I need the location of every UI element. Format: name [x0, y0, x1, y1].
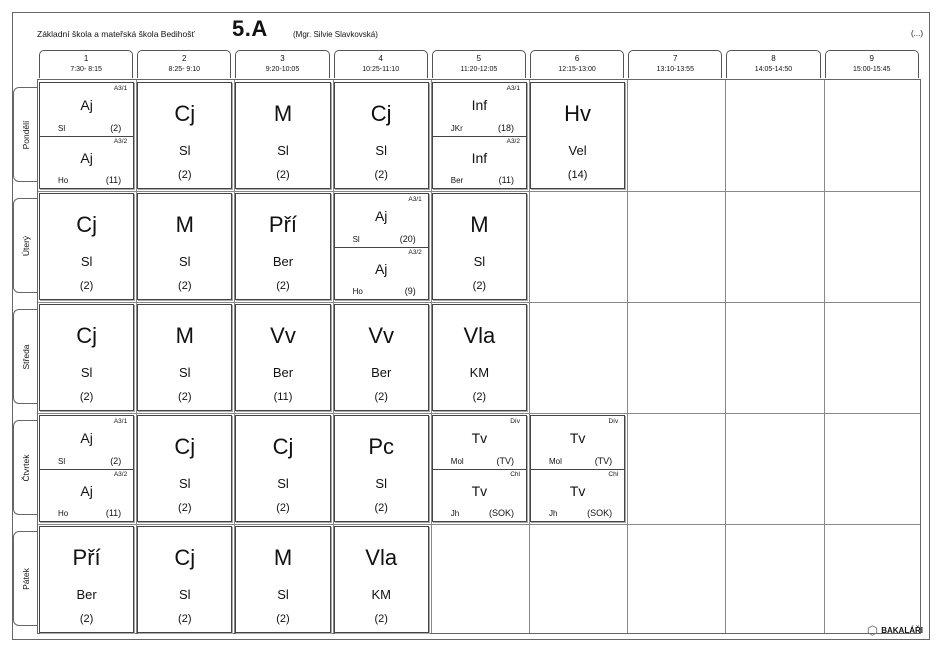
day-name: Úterý [20, 235, 31, 256]
teacher: KM [371, 587, 391, 602]
room: (2) [178, 391, 192, 403]
subject: Cj [174, 545, 196, 570]
grid-column-divider [725, 80, 726, 633]
group-label: A3/2 [113, 470, 128, 478]
lesson-group [531, 416, 624, 470]
group-label: Chl [608, 470, 619, 478]
teacher: Sl [179, 254, 191, 269]
group-label: A3/2 [113, 137, 128, 145]
lesson-group [433, 416, 526, 470]
period-header-5 [432, 50, 526, 78]
teacher: Sl [375, 476, 387, 491]
teacher: Ber [371, 365, 392, 380]
room: (9) [404, 286, 416, 296]
lesson-cell[interactable] [334, 193, 429, 300]
grid-row-divider [38, 413, 920, 414]
teacher: Sl [179, 476, 191, 491]
period-time: 12:15-13:00 [558, 66, 596, 73]
lesson-cell[interactable] [334, 526, 429, 633]
lesson-group [433, 136, 526, 189]
subject: Cj [174, 434, 196, 459]
room: (2) [276, 613, 290, 625]
subject: Cj [370, 101, 392, 126]
period-number: 9 [869, 54, 874, 63]
class-teacher: (Mgr. Silvie Slavkovská) [293, 30, 378, 39]
subject: Cj [76, 212, 97, 237]
day-name: Pátek [20, 567, 31, 590]
teacher: Ber [272, 365, 294, 380]
subject: Inf [471, 149, 488, 166]
lesson-cell[interactable] [39, 415, 134, 522]
subject: Pří [268, 212, 298, 237]
subject: Aj [374, 260, 388, 277]
lesson-group [335, 194, 428, 248]
day-name: Čtvrtek [20, 454, 31, 481]
teacher: Sl [179, 143, 191, 158]
day-name: Středa [20, 343, 31, 370]
period-header-8 [726, 50, 820, 78]
lesson-cell[interactable] [39, 82, 134, 189]
lesson-group [531, 469, 624, 522]
school-name: Základní škola a mateřská škola Bedihošť [37, 29, 195, 39]
teacher: JKr [450, 123, 463, 133]
grid-column-divider [824, 80, 825, 633]
period-header-4 [334, 50, 428, 78]
lesson-cell[interactable] [235, 415, 330, 522]
group-label: A3/2 [408, 248, 422, 256]
room: (SOK) [587, 508, 613, 518]
lesson-cell[interactable] [39, 193, 134, 300]
lesson-cell[interactable] [334, 304, 429, 411]
teacher: Sl [375, 143, 387, 158]
lesson-group [40, 469, 133, 522]
period-header-9 [825, 50, 919, 78]
teacher: Sl [277, 476, 289, 491]
subject: M [470, 212, 489, 237]
lesson-cell[interactable] [432, 415, 527, 522]
lesson-cell[interactable] [235, 304, 330, 411]
day-label-0 [13, 87, 37, 182]
period-time: 9:20-10:05 [265, 66, 300, 73]
room: (2) [472, 391, 487, 403]
teacher: Ber [272, 254, 294, 269]
room: (2) [178, 613, 192, 625]
subject: Aj [80, 97, 93, 113]
teacher: Vel [568, 143, 587, 158]
room: (2) [374, 391, 388, 403]
lesson-cell[interactable] [137, 82, 232, 189]
subject: Tv [471, 482, 488, 499]
teacher: Ber [76, 587, 97, 602]
lesson-group [40, 416, 133, 470]
subject: Vla [365, 545, 398, 570]
lesson-cell[interactable] [137, 193, 232, 300]
teacher: Mol [549, 456, 562, 466]
period-time: 10:25-11:10 [362, 66, 400, 73]
teacher: Sl [80, 365, 93, 380]
teacher: Mol [450, 456, 464, 466]
period-header-6 [530, 50, 624, 78]
lesson-cell[interactable] [39, 526, 134, 633]
subject: Vv [270, 323, 296, 348]
subject: Aj [80, 149, 93, 166]
room: (2) [79, 613, 94, 625]
lesson-cell[interactable] [137, 415, 232, 522]
room: (11) [105, 508, 122, 518]
lesson-group [40, 136, 133, 189]
period-time: 14:05-14:50 [754, 66, 793, 73]
subject: M [175, 212, 194, 237]
lesson-cell[interactable] [432, 193, 527, 300]
teacher: Sl [277, 587, 289, 602]
room: (2) [276, 280, 290, 292]
lesson-group [335, 247, 428, 300]
room: (2) [374, 613, 388, 625]
teacher: Ho [58, 176, 69, 185]
period-number: 2 [182, 54, 187, 63]
subject: Cj [272, 434, 294, 459]
subject: Vv [368, 323, 395, 348]
day-label-3 [13, 420, 37, 515]
subject: Aj [80, 430, 93, 446]
teacher: Sl [179, 587, 191, 602]
group-label: A3/1 [113, 418, 128, 425]
teacher: Sl [179, 365, 191, 380]
teacher: Sl [352, 234, 360, 244]
period-header-7 [628, 50, 722, 78]
bakalari-logo [867, 625, 923, 636]
room: (2) [110, 455, 122, 466]
lesson-group [433, 469, 526, 522]
day-name: Pondělí [20, 120, 31, 149]
room: (11) [105, 175, 122, 185]
teacher: Sl [58, 123, 66, 133]
subject: M [273, 101, 293, 126]
room: (TV) [496, 455, 514, 466]
room: (2) [110, 122, 122, 133]
lesson-cell[interactable] [334, 82, 429, 189]
group-label: Dív [510, 418, 520, 425]
period-number: 3 [280, 54, 285, 63]
logo-text: BAKALÁŘI [881, 626, 923, 635]
grid-row-divider [38, 191, 920, 192]
subject: M [175, 323, 194, 348]
room: (2) [178, 169, 192, 181]
lesson-cell[interactable] [235, 526, 330, 633]
grid-row-divider [38, 524, 920, 525]
room: (2) [276, 502, 290, 514]
lesson-group [40, 83, 133, 137]
day-label-2 [13, 309, 37, 404]
subject: Aj [80, 482, 93, 499]
group-label: Chl [510, 470, 520, 478]
lesson-cell[interactable] [530, 82, 625, 189]
room: (2) [178, 502, 192, 514]
period-number: 8 [771, 54, 776, 63]
day-label-4 [13, 531, 37, 626]
room: (11) [498, 175, 514, 185]
group-label: A3/1 [113, 85, 128, 92]
teacher: KM [469, 365, 490, 380]
room: (2) [472, 280, 487, 292]
lesson-cell[interactable] [530, 415, 625, 522]
lesson-cell[interactable] [334, 415, 429, 522]
teacher: Sl [473, 254, 486, 269]
class-title: 5.A [232, 16, 268, 41]
room: (2) [79, 280, 94, 292]
period-time: 13:10-13:55 [656, 66, 694, 73]
teacher: Jh [549, 509, 558, 518]
period-number: 5 [476, 54, 482, 63]
subject: Cj [76, 323, 97, 348]
teacher: Sl [58, 456, 66, 466]
teacher: Ho [58, 509, 69, 518]
teacher: Jh [450, 509, 460, 518]
teacher: Sl [80, 254, 93, 269]
subject: Tv [471, 430, 488, 446]
period-number: 4 [378, 54, 383, 63]
grid-row-divider [38, 302, 920, 303]
group-label: A3/2 [506, 137, 520, 145]
grid-column-divider [627, 80, 628, 633]
group-label: Dív [608, 418, 619, 425]
subject: Vla [463, 323, 496, 348]
room: (SOK) [488, 508, 514, 518]
subject: Cj [174, 101, 196, 126]
period-number: 7 [673, 54, 678, 63]
more-indicator: (...) [911, 29, 923, 38]
period-time: 11:20-12:05 [460, 66, 498, 73]
room: (14) [567, 169, 588, 181]
lesson-cell[interactable] [432, 304, 527, 411]
teacher: Ho [352, 287, 363, 296]
teacher: Sl [277, 143, 289, 158]
timetable-grid [37, 79, 921, 634]
teacher: Ber [450, 176, 464, 185]
hexagon-icon [867, 625, 878, 636]
lesson-group [433, 83, 526, 137]
lesson-cell[interactable] [137, 526, 232, 633]
room: (2) [276, 169, 290, 181]
subject: Aj [374, 208, 388, 224]
subject: Pří [72, 545, 101, 570]
room: (18) [497, 122, 514, 133]
room: (TV) [594, 455, 613, 466]
period-time: 15:00-15:45 [853, 66, 891, 73]
period-number: 6 [574, 54, 580, 63]
subject: Pc [368, 434, 395, 459]
room: (2) [374, 169, 388, 181]
group-label: A3/1 [408, 196, 422, 203]
lesson-cell[interactable] [39, 304, 134, 411]
group-label: A3/1 [506, 85, 520, 92]
period-number: 1 [83, 54, 89, 63]
subject: M [273, 545, 293, 570]
lesson-cell[interactable] [235, 193, 330, 300]
subject: Tv [569, 482, 586, 499]
room: (20) [399, 233, 416, 244]
lesson-cell[interactable] [137, 304, 232, 411]
lesson-cell[interactable] [432, 82, 527, 189]
day-label-1 [13, 198, 37, 293]
room: (2) [79, 391, 94, 403]
period-time: 7:30- 8:15 [70, 66, 102, 73]
lesson-cell[interactable] [235, 82, 330, 189]
subject: Hv [564, 101, 592, 126]
period-header-2 [137, 50, 231, 78]
subject: Inf [471, 97, 488, 113]
period-header-3 [235, 50, 329, 78]
period-header-1 [39, 50, 133, 78]
room: (2) [374, 502, 388, 514]
subject: Tv [569, 430, 586, 446]
period-time: 8:25- 9:10 [168, 66, 201, 73]
room: (11) [273, 391, 293, 403]
room: (2) [178, 280, 192, 292]
